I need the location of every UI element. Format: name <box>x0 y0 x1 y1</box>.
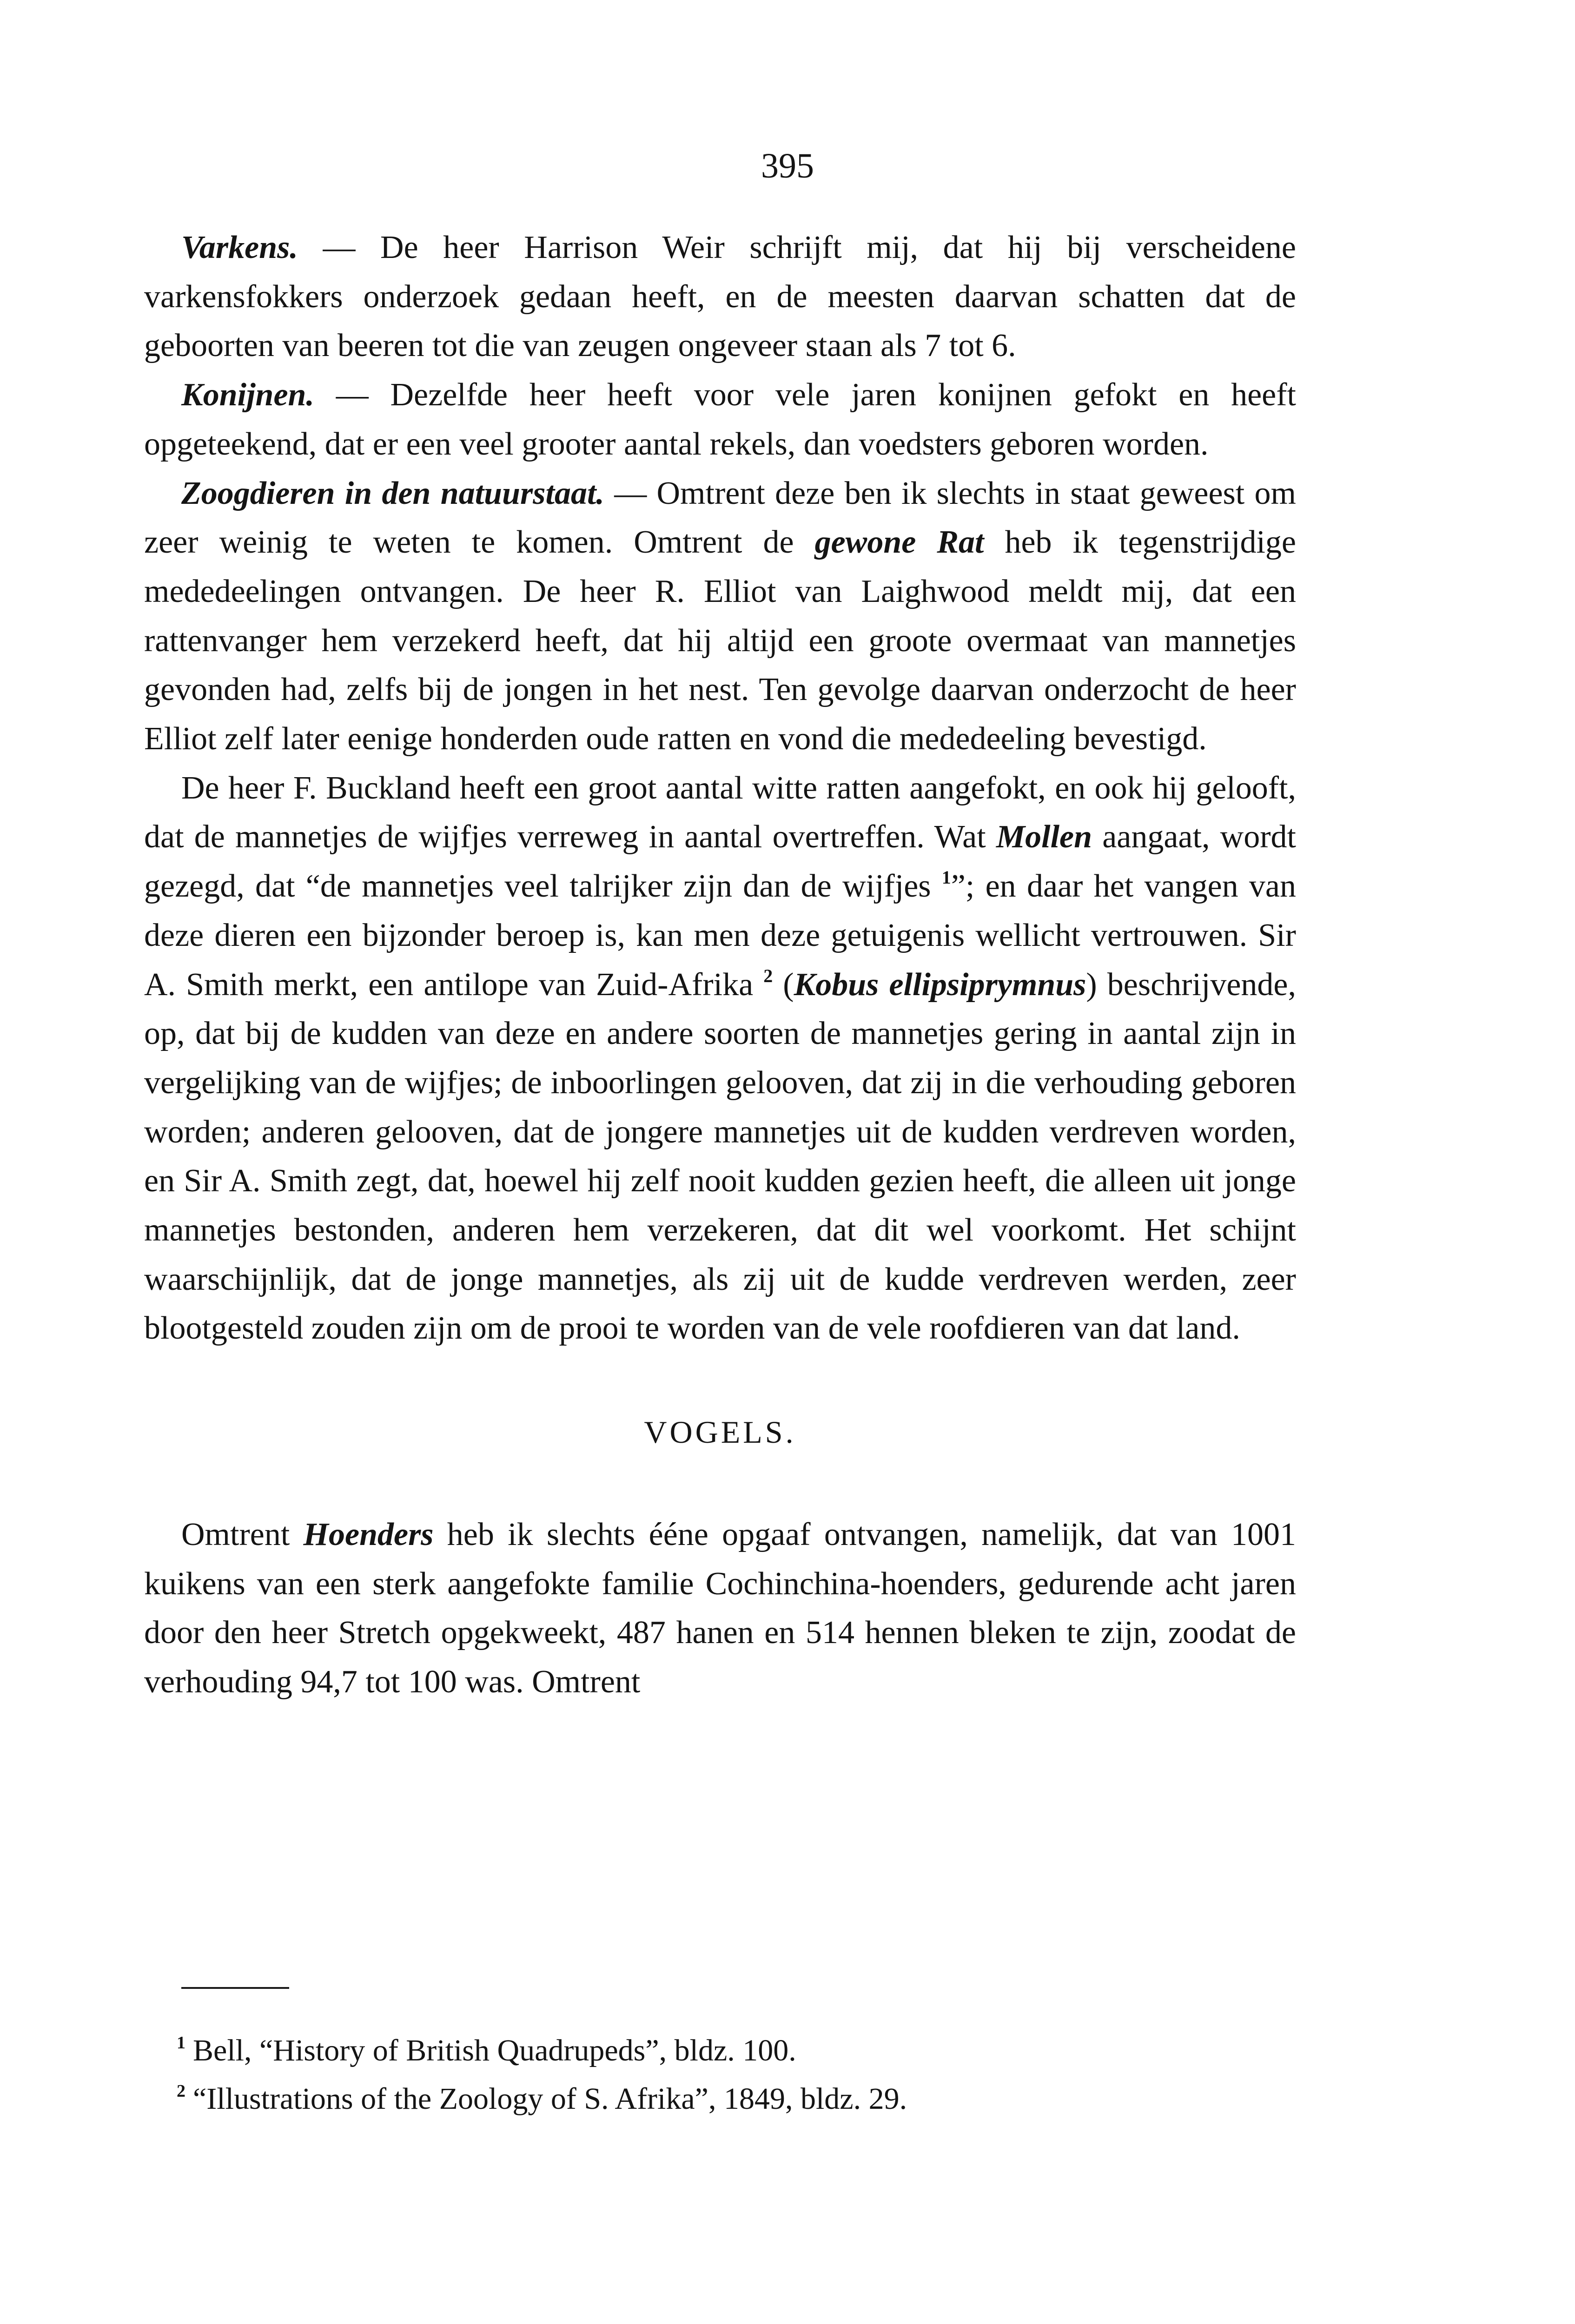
section-heading: VOGELS. <box>644 1414 796 1450</box>
footnote-text: “Illustrations of the Zoology of S. Afrika”, 1849, bldz. 29. <box>193 2082 907 2116</box>
paragraph-konijnen <box>144 370 1296 469</box>
footnote-reference: 2 <box>763 965 773 986</box>
italic-term: Varkens. <box>181 230 298 265</box>
text-run: heb ik tegenstrijdige mededeelingen ontvangen. De heer R. Elliot van Laighwood meldt mij, dat een rattenvanger hem verzekerd heeft, dat hij altijd een groote overmaat van mannetjes gevonden had, zelfs bij de jongen in het nest. Ten gevolge daarvan onderzocht de heer Elliot zelf later eenige honderden oude ratten en vond die mededeeling bevestigd. <box>144 524 1296 757</box>
italic-term: Kobus ellipsiprymnus <box>794 966 1086 1003</box>
italic-term: gewone Rat <box>814 524 984 561</box>
text-run: — Omtrent deze ben ik slechts in staat geweest om zeer weinig te weten te komen. Omtrent de <box>144 475 1296 561</box>
text-run: heb ik slechts ééne opgaaf ontvangen, namelijk, dat van 1001 kuikens van een sterk aangefokte familie Cochinchina-hoenders, gedurende acht jaren door den heer Stretch opgekweekt, 487 hanen en 514 hennen bleken te zijn, zoodat de verhouding 94,7 tot 100 was. Omtrent <box>144 1516 1296 1700</box>
footnote-separator <box>181 1987 289 1989</box>
text-run: ) beschrijvende, op, dat bij de kudden van deze en andere soorten de mannetjes gering in aantal zijn in vergelijking van de wijfjes; de inboorlingen gelooven, dat zij in die verhouding geboren worden; anderen gelooven, dat de jongere mannetjes uit de kudden verdreven worden, en Sir A. Smith zegt, dat, hoewel hij zelf nooit kudden gezien heeft, die alleen uit jonge mannetjes bestonden, anderen hem verzekeren, dat dit wel voorkomt. Het schijnt waarschijnlijk, dat de jonge mannetjes, als zij uit de kudde verdreven werden, zeer blootgesteld zouden zijn om de prooi te worden van de vele roofdieren van dat land. <box>144 966 1296 1347</box>
italic-term: Mollen <box>996 819 1092 855</box>
italic-term: Konijnen. <box>181 377 314 413</box>
footnote-2 <box>177 2075 1292 2123</box>
text-run: Omtrent <box>181 1516 304 1552</box>
footnote-text: Bell, “History of British Quadrupeds”, bldz. 100. <box>193 2034 796 2067</box>
page-number: 395 <box>761 146 814 185</box>
paragraph-buckland <box>144 764 1296 1353</box>
text-run: aangaat, wordt gezegd, dat “de mannetjes veel talrijker zijn dan de wijfjes <box>144 819 1296 905</box>
footnote-reference: 1 <box>941 867 951 888</box>
footnote-marker: 2 <box>177 2081 185 2101</box>
paragraph-zoogdieren <box>144 469 1296 764</box>
italic-term: Zoogdieren in den natuurstaat. <box>181 475 604 511</box>
text-run: — Dezelfde heer heeft voor vele jaren konijnen gefokt en heeft opgeteekend, dat er een veel grooter aantal rekels, dan voedsters geboren worden. <box>144 377 1296 462</box>
footnote-1 <box>177 2027 1292 2075</box>
text-run: ( <box>773 966 794 1003</box>
footnote-marker: 1 <box>177 2033 185 2053</box>
italic-term: Hoenders <box>303 1516 434 1552</box>
paragraph-hoenders <box>144 1510 1296 1707</box>
paragraph-varkens <box>144 223 1296 370</box>
text-run: De heer F. Buckland heeft een groot aantal witte ratten aangefokt, en ook hij gelooft, dat de mannetjes de wijfjes verreweg in aantal overtreffen. Wat <box>144 770 1296 855</box>
body-text <box>144 223 1296 1707</box>
text-run: — De heer Harrison Weir schrijft mij, dat hij bij verscheidene varkensfokkers onderzoek gedaan heeft, en de meesten daarvan schatten dat de geboorten van beeren tot die van zeugen ongeveer staan als 7 tot 6. <box>144 230 1296 364</box>
text-run: ”; en daar het vangen van deze dieren een bijzonder beroep is, kan men deze getuigenis wellicht vertrouwen. Sir A. Smith merkt, een antilope van Zuid-Afrika <box>144 868 1296 1003</box>
footnotes <box>177 2027 1292 2123</box>
